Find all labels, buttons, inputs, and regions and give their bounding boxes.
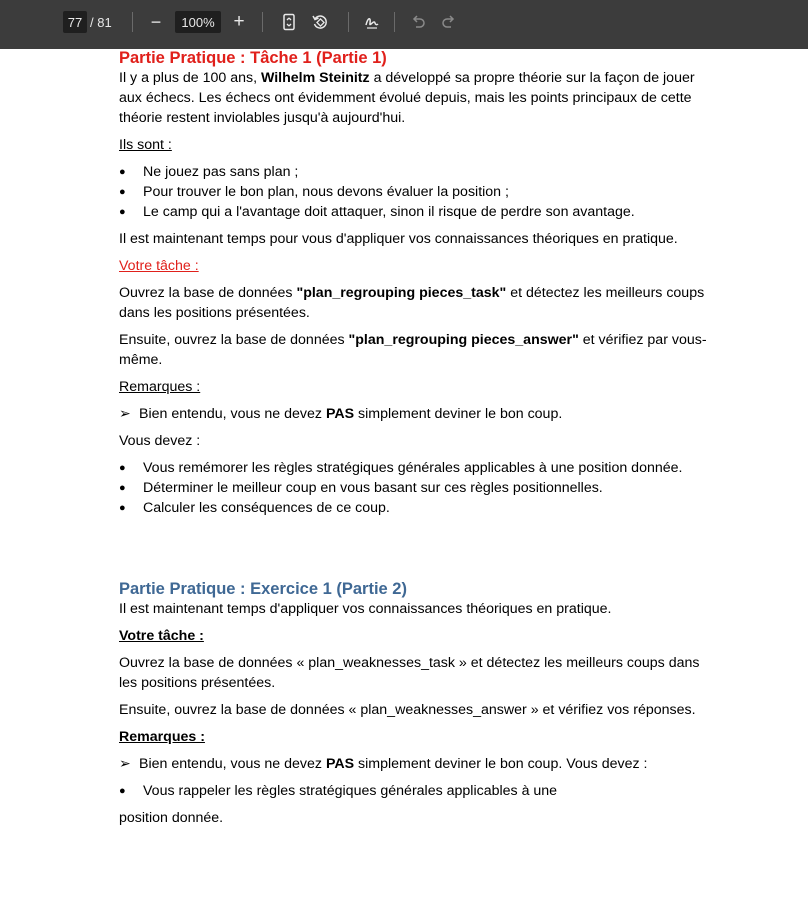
draw-button[interactable] [361, 11, 383, 33]
toolbar-divider [132, 12, 133, 32]
fit-page-icon [281, 13, 297, 31]
section2-apply-text: Il est maintenant temps d'appliquer vos connaissances théoriques en pratique. [119, 601, 612, 617]
principles-list [119, 162, 719, 222]
list-item: ● Vous remémorer les règles stratégiques générales applicables à une position donnée. [119, 458, 719, 478]
list-item: ● Ne jouez pas sans plan ; [119, 162, 719, 182]
toolbar-divider [394, 12, 395, 32]
rotate-icon [311, 13, 329, 31]
redo-icon [441, 14, 457, 30]
zoom-level-input[interactable]: 100% [175, 11, 221, 33]
list-item: ● Calculer les conséquences de ce coup. [119, 498, 719, 518]
redo-button[interactable] [438, 11, 460, 33]
section1-apply-text: Il est maintenant temps pour vous d'appliquer vos connaissances théoriques en pratique. [119, 231, 678, 247]
section1-intro: Il y a plus de 100 ans, Wilhelm Steinitz a développé sa propre théorie sur la façon de jouer aux échecs. Les échecs ont évidemment évolué depuis, mais les points principaux de cette théorie restent inviolables jusqu'à aujourd'hui. [119, 70, 695, 126]
pdf-page-content [119, 48, 719, 828]
zoom-in-button[interactable]: + [233, 11, 245, 32]
section2-remark: ➢ Bien entendu, vous ne devez PAS simplement deviner le bon coup. Vous devez : [119, 756, 648, 772]
section2-task2: Ensuite, ouvrez la base de données « plan_weaknesses_answer » et vérifiez vos réponses. [119, 702, 696, 718]
section2-title: Partie Pratique : Exercice 1 (Partie 2) [119, 580, 407, 598]
pdf-toolbar [0, 0, 808, 49]
section2-task-label: Votre tâche : [119, 628, 204, 644]
section1-remark: ➢ Bien entendu, vous ne devez PAS simplement deviner le bon coup. [119, 406, 563, 422]
zoom-out-button[interactable]: − [150, 11, 162, 32]
section1-task-label: Votre tâche : [119, 258, 199, 274]
section2-remarks-label: Remarques : [119, 729, 205, 745]
list-item: ● Pour trouver le bon plan, nous devons évaluer la position ; [119, 182, 719, 202]
section1-task2: Ensuite, ouvrez la base de données "plan_regrouping pieces_answer" et vérifiez par vous-même. [119, 332, 707, 368]
arrow-bullet-icon: ➢ [119, 756, 131, 772]
undo-button[interactable] [407, 11, 429, 33]
toolbar-divider [348, 12, 349, 32]
list-item: ● Le camp qui a l'avantage doit attaquer, sinon il risque de perdre son avantage. [119, 202, 719, 222]
section2-duties-list [119, 781, 719, 801]
fit-page-button[interactable] [278, 11, 300, 33]
page-total: / 81 [90, 14, 112, 30]
ils-sont-label: Ils sont : [119, 137, 172, 153]
undo-icon [410, 14, 426, 30]
rotate-button[interactable] [309, 11, 331, 33]
arrow-bullet-icon: ➢ [119, 406, 131, 422]
vous-devez-label: Vous devez : [119, 433, 201, 449]
section1-remarks-label: Remarques : [119, 379, 201, 395]
section1-title: Partie Pratique : Tâche 1 (Partie 1) [119, 49, 387, 67]
section1-task1: Ouvrez la base de données "plan_regrouping pieces_task" et détectez les meilleurs coups dans les positions présentées. [119, 285, 705, 321]
draw-icon [363, 13, 381, 31]
page-number-input[interactable]: 77 [63, 11, 87, 33]
section2-duty1-continuation: position donnée. [119, 810, 224, 826]
list-item: ● Déterminer le meilleur coup en vous basant sur ces règles positionnelles. [119, 478, 719, 498]
section2-task1: Ouvrez la base de données « plan_weaknesses_task » et détectez les meilleurs coups dans les positions présentées. [119, 655, 700, 691]
list-item: ● Vous rappeler les règles stratégiques générales applicables à une [119, 781, 719, 801]
duties-list [119, 458, 719, 518]
toolbar-divider [262, 12, 263, 32]
